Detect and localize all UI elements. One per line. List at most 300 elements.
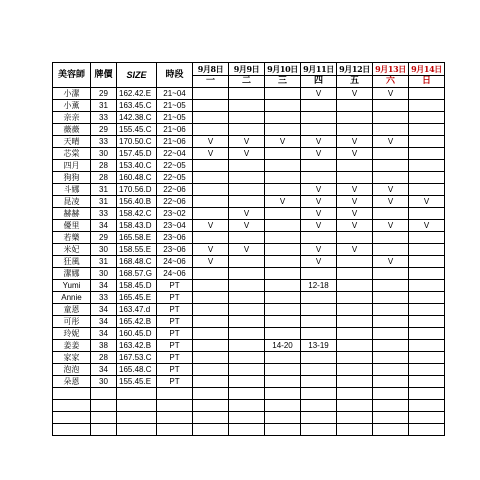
schedule-cell	[301, 388, 337, 400]
schedule-cell: V	[373, 256, 409, 268]
schedule-cell	[301, 160, 337, 172]
size-cell: 158.55.E	[117, 244, 157, 256]
size-cell: 168.57.G	[117, 268, 157, 280]
schedule-cell	[409, 112, 445, 124]
size-cell: 165.45.E	[117, 292, 157, 304]
schedule-cell	[265, 352, 301, 364]
schedule-cell	[409, 400, 445, 412]
period-cell: 21~05	[157, 100, 193, 112]
designer-name-cell: Annie	[53, 292, 91, 304]
schedule-cell	[409, 364, 445, 376]
table-row	[53, 244, 445, 256]
schedule-cell: V	[265, 196, 301, 208]
price-cell: 31	[91, 184, 117, 196]
schedule-cell	[301, 316, 337, 328]
schedule-cell	[409, 100, 445, 112]
schedule-cell	[337, 340, 373, 352]
schedule-cell	[229, 412, 265, 424]
schedule-cell	[265, 292, 301, 304]
schedule-cell: V	[229, 244, 265, 256]
designer-name-cell: 潔娜	[53, 268, 91, 280]
schedule-cell	[373, 268, 409, 280]
schedule-cell	[301, 304, 337, 316]
header-date-wed: 9月10日	[265, 63, 301, 76]
designer-name-cell	[53, 424, 91, 436]
schedule-cell	[373, 172, 409, 184]
table-row	[53, 424, 445, 436]
table-row	[53, 376, 445, 388]
period-cell	[157, 400, 193, 412]
designer-name-cell: 狗狗	[53, 172, 91, 184]
table-row	[53, 388, 445, 400]
schedule-cell	[229, 88, 265, 100]
schedule-cell	[193, 268, 229, 280]
schedule-cell	[373, 280, 409, 292]
size-cell: 170.50.C	[117, 136, 157, 148]
table-row	[53, 352, 445, 364]
schedule-cell	[337, 112, 373, 124]
schedule-cell	[193, 304, 229, 316]
period-cell: 21~06	[157, 136, 193, 148]
size-cell: 158.45.D	[117, 280, 157, 292]
size-cell: 142.38.C	[117, 112, 157, 124]
schedule-cell	[409, 160, 445, 172]
schedule-cell	[265, 220, 301, 232]
header-weekday-mon: 一	[193, 75, 229, 88]
schedule-cell	[373, 124, 409, 136]
schedule-cell	[409, 136, 445, 148]
schedule-cell	[229, 316, 265, 328]
schedule-cell	[265, 304, 301, 316]
period-cell: 21~05	[157, 112, 193, 124]
designer-name-cell: 芯棠	[53, 148, 91, 160]
designer-name-cell: 昆凌	[53, 196, 91, 208]
period-cell: 22~05	[157, 172, 193, 184]
price-cell: 29	[91, 124, 117, 136]
header-weekday-wed: 三	[265, 75, 301, 88]
price-cell	[91, 388, 117, 400]
schedule-cell	[409, 208, 445, 220]
schedule-cell	[193, 184, 229, 196]
table-row	[53, 160, 445, 172]
period-cell: 23~06	[157, 232, 193, 244]
schedule-cell: V	[373, 220, 409, 232]
table-row	[53, 292, 445, 304]
schedule-cell	[193, 292, 229, 304]
designer-name-cell: 若樂	[53, 232, 91, 244]
table-row	[53, 148, 445, 160]
schedule-cell	[409, 412, 445, 424]
schedule-cell	[301, 232, 337, 244]
period-cell: PT	[157, 292, 193, 304]
schedule-cell	[229, 112, 265, 124]
schedule-cell	[229, 124, 265, 136]
schedule-cell	[265, 232, 301, 244]
schedule-cell	[337, 316, 373, 328]
schedule-cell: V	[193, 136, 229, 148]
table-row	[53, 88, 445, 100]
designer-name-cell: 童恩	[53, 304, 91, 316]
header-weekday-tue: 二	[229, 75, 265, 88]
price-cell: 33	[91, 136, 117, 148]
table-row	[53, 256, 445, 268]
schedule-cell	[409, 268, 445, 280]
schedule-cell	[409, 280, 445, 292]
period-cell: 22~06	[157, 184, 193, 196]
size-cell: 167.53.C	[117, 352, 157, 364]
price-cell: 38	[91, 340, 117, 352]
designer-name-cell: 小薰	[53, 100, 91, 112]
schedule-cell	[229, 352, 265, 364]
size-cell: 165.42.B	[117, 316, 157, 328]
schedule-cell	[193, 112, 229, 124]
schedule-cell	[373, 376, 409, 388]
schedule-cell: V	[301, 136, 337, 148]
schedule-cell: V	[301, 148, 337, 160]
size-cell: 160.48.C	[117, 172, 157, 184]
table-row	[53, 112, 445, 124]
table-row	[53, 304, 445, 316]
period-cell: 23~06	[157, 244, 193, 256]
schedule-cell	[373, 244, 409, 256]
schedule-cell	[409, 340, 445, 352]
schedule-cell	[229, 256, 265, 268]
schedule-cell	[193, 160, 229, 172]
schedule-cell	[193, 316, 229, 328]
schedule-cell: V	[229, 148, 265, 160]
designer-name-cell: 家家	[53, 352, 91, 364]
schedule-cell	[373, 400, 409, 412]
schedule-cell	[373, 112, 409, 124]
designer-name-cell: 斗娜	[53, 184, 91, 196]
schedule-cell	[229, 400, 265, 412]
schedule-cell	[373, 328, 409, 340]
schedule-cell	[193, 208, 229, 220]
price-cell: 34	[91, 364, 117, 376]
schedule-cell	[229, 424, 265, 436]
period-cell: 24~06	[157, 268, 193, 280]
schedule-cell	[301, 364, 337, 376]
schedule-cell	[265, 148, 301, 160]
schedule-cell	[193, 376, 229, 388]
schedule-cell: 13-19	[301, 340, 337, 352]
schedule-cell	[373, 304, 409, 316]
price-cell: 33	[91, 292, 117, 304]
price-cell: 34	[91, 220, 117, 232]
schedule-cell	[265, 412, 301, 424]
schedule-cell	[229, 328, 265, 340]
schedule-cell: V	[301, 196, 337, 208]
period-cell: 21~06	[157, 124, 193, 136]
table-row	[53, 196, 445, 208]
designer-name-cell: 米妃	[53, 244, 91, 256]
designer-name-cell	[53, 412, 91, 424]
schedule-cell	[337, 160, 373, 172]
schedule-cell: V	[193, 256, 229, 268]
price-cell: 29	[91, 88, 117, 100]
schedule-cell: V	[193, 220, 229, 232]
price-cell: 30	[91, 148, 117, 160]
schedule-cell	[337, 124, 373, 136]
price-cell: 33	[91, 208, 117, 220]
size-cell	[117, 424, 157, 436]
price-cell: 34	[91, 328, 117, 340]
schedule-cell	[193, 280, 229, 292]
table-row	[53, 328, 445, 340]
period-cell: 22~05	[157, 160, 193, 172]
schedule-cell	[193, 328, 229, 340]
schedule-cell	[409, 292, 445, 304]
schedule-cell	[373, 412, 409, 424]
schedule-cell	[337, 280, 373, 292]
schedule-cell	[337, 388, 373, 400]
schedule-cell: V	[229, 136, 265, 148]
size-cell: 163.45.C	[117, 100, 157, 112]
schedule-cell	[337, 304, 373, 316]
schedule-cell	[301, 124, 337, 136]
price-cell	[91, 424, 117, 436]
designer-name-cell: 可彤	[53, 316, 91, 328]
designer-name-cell: 薇薇	[53, 124, 91, 136]
schedule-cell	[409, 388, 445, 400]
schedule-cell	[409, 304, 445, 316]
schedule-cell	[409, 376, 445, 388]
schedule-cell: V	[301, 244, 337, 256]
schedule-cell	[229, 376, 265, 388]
schedule-cell	[301, 112, 337, 124]
table-row	[53, 208, 445, 220]
schedule-cell	[337, 400, 373, 412]
size-cell: 170.56.D	[117, 184, 157, 196]
designer-name-cell: 朵恩	[53, 376, 91, 388]
schedule-cell	[193, 100, 229, 112]
schedule-cell	[265, 100, 301, 112]
schedule-cell	[301, 268, 337, 280]
price-cell: 31	[91, 196, 117, 208]
schedule-cell	[409, 172, 445, 184]
schedule-cell	[409, 148, 445, 160]
schedule-cell: V	[337, 244, 373, 256]
schedule-cell: V	[337, 88, 373, 100]
schedule-cell	[193, 172, 229, 184]
designer-name-cell: 狂風	[53, 256, 91, 268]
schedule-cell	[229, 184, 265, 196]
schedule-cell: V	[337, 184, 373, 196]
price-cell: 30	[91, 268, 117, 280]
schedule-cell	[409, 184, 445, 196]
schedule-cell	[193, 400, 229, 412]
size-cell: 168.48.C	[117, 256, 157, 268]
table-row	[53, 400, 445, 412]
period-cell	[157, 424, 193, 436]
designer-name-cell: 泡泡	[53, 364, 91, 376]
table-row	[53, 100, 445, 112]
schedule-cell	[193, 388, 229, 400]
schedule-cell	[373, 292, 409, 304]
schedule-cell: V	[265, 136, 301, 148]
size-cell: 165.48.C	[117, 364, 157, 376]
price-cell: 34	[91, 316, 117, 328]
schedule-cell	[373, 208, 409, 220]
schedule-cell: V	[337, 136, 373, 148]
schedule-cell	[373, 388, 409, 400]
table-row	[53, 364, 445, 376]
table-row	[53, 340, 445, 352]
schedule-cell	[337, 352, 373, 364]
schedule-cell	[337, 268, 373, 280]
schedule-cell	[301, 328, 337, 340]
size-cell: 163.42.B	[117, 340, 157, 352]
schedule-cell: V	[193, 148, 229, 160]
schedule-cell	[337, 256, 373, 268]
period-cell: PT	[157, 304, 193, 316]
price-cell: 28	[91, 352, 117, 364]
period-cell: PT	[157, 364, 193, 376]
schedule-cell: V	[409, 220, 445, 232]
schedule-table	[52, 62, 445, 436]
schedule-cell	[229, 100, 265, 112]
schedule-cell	[301, 100, 337, 112]
table-row	[53, 136, 445, 148]
schedule-cell	[193, 124, 229, 136]
table-row	[53, 280, 445, 292]
size-cell: 155.45.E	[117, 376, 157, 388]
schedule-cell	[409, 244, 445, 256]
period-cell: PT	[157, 316, 193, 328]
size-cell: 156.40.B	[117, 196, 157, 208]
designer-name-cell: 赫赫	[53, 208, 91, 220]
schedule-cell	[301, 172, 337, 184]
schedule-cell	[265, 388, 301, 400]
size-cell: 165.58.E	[117, 232, 157, 244]
schedule-cell: V	[193, 244, 229, 256]
schedule-cell	[301, 376, 337, 388]
size-cell	[117, 388, 157, 400]
schedule-cell	[265, 376, 301, 388]
schedule-cell	[265, 124, 301, 136]
period-cell	[157, 412, 193, 424]
schedule-cell	[265, 112, 301, 124]
designer-name-cell	[53, 388, 91, 400]
schedule-cell	[229, 388, 265, 400]
schedule-cell	[265, 256, 301, 268]
schedule-cell: V	[337, 220, 373, 232]
schedule-cell	[373, 340, 409, 352]
table-row	[53, 316, 445, 328]
schedule-cell	[193, 340, 229, 352]
schedule-cell	[193, 88, 229, 100]
schedule-cell: V	[373, 136, 409, 148]
schedule-cell	[373, 232, 409, 244]
schedule-cell	[409, 124, 445, 136]
header-weekday-thu: 四	[301, 75, 337, 88]
header-date-sun: 9月14日	[409, 63, 445, 76]
header-date-thu: 9月11日	[301, 63, 337, 76]
header-period: 時段	[157, 63, 193, 88]
schedule-cell: V	[229, 208, 265, 220]
header-date-sat: 9月13日	[373, 63, 409, 76]
schedule-cell	[373, 424, 409, 436]
schedule-cell	[229, 280, 265, 292]
schedule-cell	[337, 412, 373, 424]
schedule-cell	[337, 328, 373, 340]
designer-name-cell: 優里	[53, 220, 91, 232]
price-cell: 34	[91, 304, 117, 316]
schedule-cell	[265, 184, 301, 196]
header-date-tue: 9月9日	[229, 63, 265, 76]
schedule-cell	[193, 424, 229, 436]
schedule-cell	[229, 268, 265, 280]
schedule-cell	[265, 172, 301, 184]
size-cell: 157.45.D	[117, 148, 157, 160]
price-cell: 30	[91, 376, 117, 388]
schedule-cell	[193, 232, 229, 244]
period-cell: 23~02	[157, 208, 193, 220]
designer-name-cell: 亲亲	[53, 112, 91, 124]
period-cell: PT	[157, 352, 193, 364]
size-cell	[117, 400, 157, 412]
schedule-cell	[229, 172, 265, 184]
header-designer: 美容師	[53, 63, 91, 88]
period-cell: PT	[157, 328, 193, 340]
price-cell: 33	[91, 112, 117, 124]
schedule-cell	[409, 232, 445, 244]
schedule-cell	[373, 100, 409, 112]
schedule-cell	[337, 424, 373, 436]
size-cell: 162.42.E	[117, 88, 157, 100]
period-cell: 21~04	[157, 88, 193, 100]
schedule-cell	[373, 352, 409, 364]
schedule-cell	[229, 340, 265, 352]
schedule-rows	[53, 88, 445, 436]
schedule-cell	[337, 376, 373, 388]
schedule-cell	[301, 352, 337, 364]
schedule-cell	[301, 400, 337, 412]
schedule-cell	[229, 364, 265, 376]
schedule-cell	[337, 232, 373, 244]
schedule-cell	[409, 424, 445, 436]
header-size: SIZE	[117, 63, 157, 88]
table-row	[53, 124, 445, 136]
size-cell: 153.40.C	[117, 160, 157, 172]
header-price: 牌價	[91, 63, 117, 88]
period-cell: PT	[157, 376, 193, 388]
header-weekday-sat: 六	[373, 75, 409, 88]
schedule-cell	[193, 352, 229, 364]
schedule-cell	[409, 328, 445, 340]
schedule-cell	[193, 364, 229, 376]
schedule-cell	[265, 364, 301, 376]
schedule-cell	[301, 412, 337, 424]
price-cell: 31	[91, 100, 117, 112]
size-cell	[117, 412, 157, 424]
schedule-cell: V	[229, 220, 265, 232]
schedule-cell: V	[301, 256, 337, 268]
schedule-cell: V	[337, 208, 373, 220]
schedule-cell	[229, 304, 265, 316]
schedule-cell	[265, 280, 301, 292]
period-cell: 23~04	[157, 220, 193, 232]
schedule-cell: 12-18	[301, 280, 337, 292]
period-cell: 22~06	[157, 196, 193, 208]
schedule-cell	[373, 364, 409, 376]
schedule-cell	[337, 364, 373, 376]
schedule-cell	[337, 100, 373, 112]
designer-name-cell: 天晴	[53, 136, 91, 148]
price-cell: 31	[91, 256, 117, 268]
schedule-cell	[265, 268, 301, 280]
schedule-cell: V	[373, 184, 409, 196]
